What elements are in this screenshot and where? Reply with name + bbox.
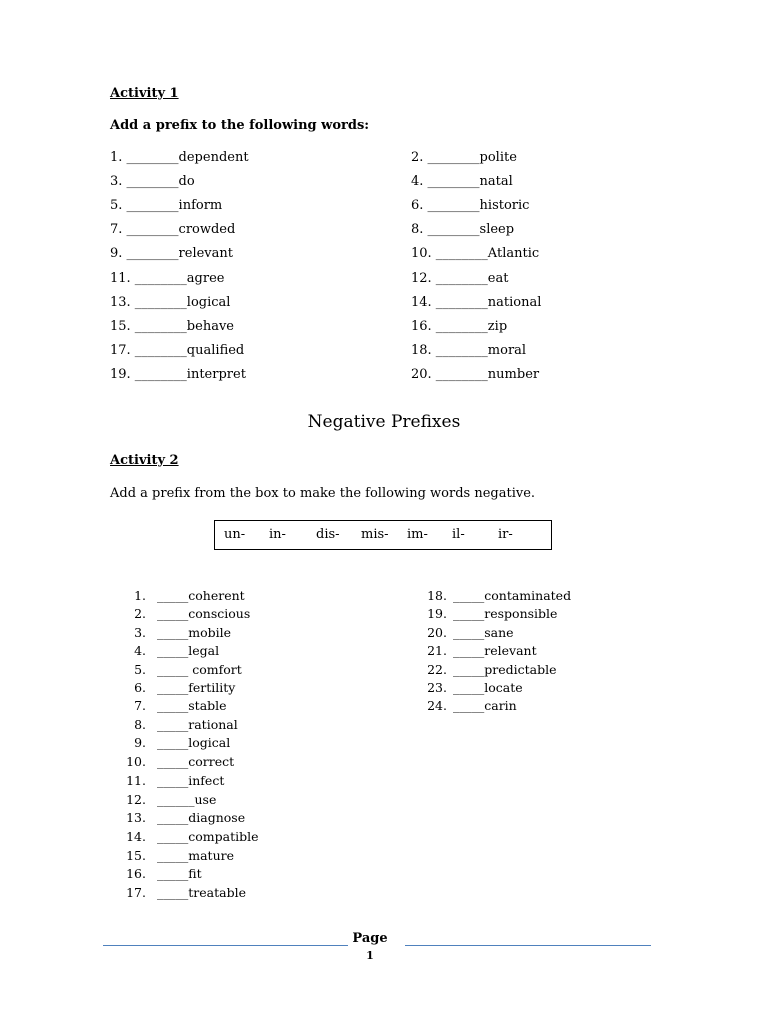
- prefix-option: im-: [407, 527, 428, 542]
- prefix-option: in-: [269, 527, 286, 542]
- list-item: 5. ________inform: [110, 198, 223, 213]
- page-label: Page: [352, 931, 388, 946]
- list-item: 14. ________national: [411, 295, 542, 310]
- list-item: 3. ________do: [110, 174, 195, 189]
- list-item: 6. ________historic: [411, 198, 530, 213]
- list-item: 16. ________zip: [411, 319, 508, 334]
- section-title: Negative Prefixes: [307, 412, 461, 432]
- activity-1-heading: Activity 1: [110, 86, 179, 101]
- list-item: 10. ________Atlantic: [411, 246, 540, 261]
- page-number: 1: [366, 949, 374, 962]
- prefix-option: ir-: [498, 527, 513, 542]
- footer-rule-left: [103, 945, 348, 946]
- list-item: 11. ________agree: [110, 271, 225, 286]
- prefix-option: mis-: [361, 527, 389, 542]
- list-item: 17. ________qualified: [110, 343, 245, 358]
- list-item: 8. ________sleep: [411, 222, 515, 237]
- list-item: 2. ________polite: [411, 150, 517, 165]
- list-item: 19. ________interpret: [110, 367, 246, 382]
- prefix-box: [214, 520, 552, 550]
- activity-2-instruction: Add a prefix from the box to make the following words negative.: [110, 486, 536, 501]
- activity-2-heading: Activity 2: [110, 453, 179, 468]
- list-item: 9. ________relevant: [110, 246, 233, 261]
- list-item: 13. ________logical: [110, 295, 231, 310]
- list-item: 7. ________crowded: [110, 222, 236, 237]
- list-item: 20. ________number: [411, 367, 540, 382]
- footer-rule-right: [405, 945, 651, 946]
- prefix-option: un-: [224, 527, 246, 542]
- list-item: 15. ________behave: [110, 319, 234, 334]
- prefix-option: il-: [452, 527, 465, 542]
- list-item: 12. ________eat: [411, 271, 509, 286]
- list-item: 4. ________natal: [411, 174, 513, 189]
- prefix-option: dis-: [316, 527, 340, 542]
- activity-1-instruction: Add a prefix to the following words:: [110, 118, 370, 133]
- list-item: 1. ________dependent: [110, 150, 249, 165]
- list-item: 18. ________moral: [411, 343, 527, 358]
